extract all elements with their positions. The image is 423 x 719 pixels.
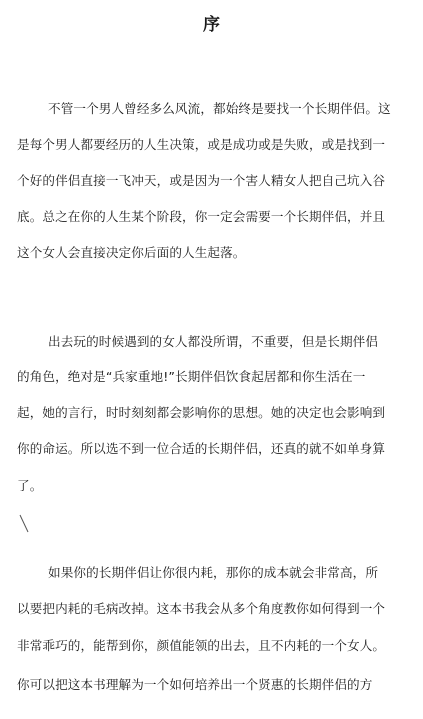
- paragraph-1-line-1: 不管一个男人曾经多么风流，都始终是要找一个长期伴侣。这: [48, 101, 391, 116]
- paragraph-3-line-4: 你可以把这本书理解为一个如何培养出一个贤惠的长期伴侣的方: [17, 677, 373, 692]
- paragraph-3-line-1: 如果你的长期伴侣让你很内耗，那你的成本就会非常高，所: [48, 565, 379, 580]
- paragraph-1-line-3: 个好的伴侣直接一飞冲天，或是因为一个害人精女人把自己坑入谷: [17, 173, 386, 188]
- chapter-title: 序: [203, 15, 220, 35]
- paragraph-2-line-4: 你的命运。所以选不到一位合适的长期伴侣，还真的就不如单身算: [17, 441, 386, 456]
- paragraph-2-line-5: 了。: [17, 478, 43, 493]
- paragraph-2-line-2: 的角色，绝对是“兵家重地!”长期伴侣饮食起居都和你生活在一: [17, 369, 366, 384]
- paragraph-3-line-3: 非常乖巧的，能帮到你，颜值能领的出去，且不内耗的一个女人。: [17, 638, 386, 653]
- paragraph-3-line-2: 以要把内耗的毛病改掉。这本书我会从多个角度教你如何得到一个: [17, 601, 386, 616]
- paragraph-1-line-5: 这个女人会直接决定你后面的人生起落。: [17, 245, 246, 260]
- paragraph-1-line-4: 底。总之在你的人生某个阶段，你一定会需要一个长期伴侣，并且: [17, 209, 386, 224]
- stray-slash-mark: [17, 513, 31, 535]
- paragraph-2-line-1: 出去玩的时候遇到的女人都没所谓，不重要，但是长期伴侣: [48, 334, 379, 349]
- paragraph-2-line-3: 起，她的言行，时时刻刻都会影响你的思想。她的决定也会影响到: [17, 405, 386, 420]
- paragraph-1-line-2: 是每个男人都要经历的人生决策，或是成功或是失败，或是找到一: [17, 137, 386, 152]
